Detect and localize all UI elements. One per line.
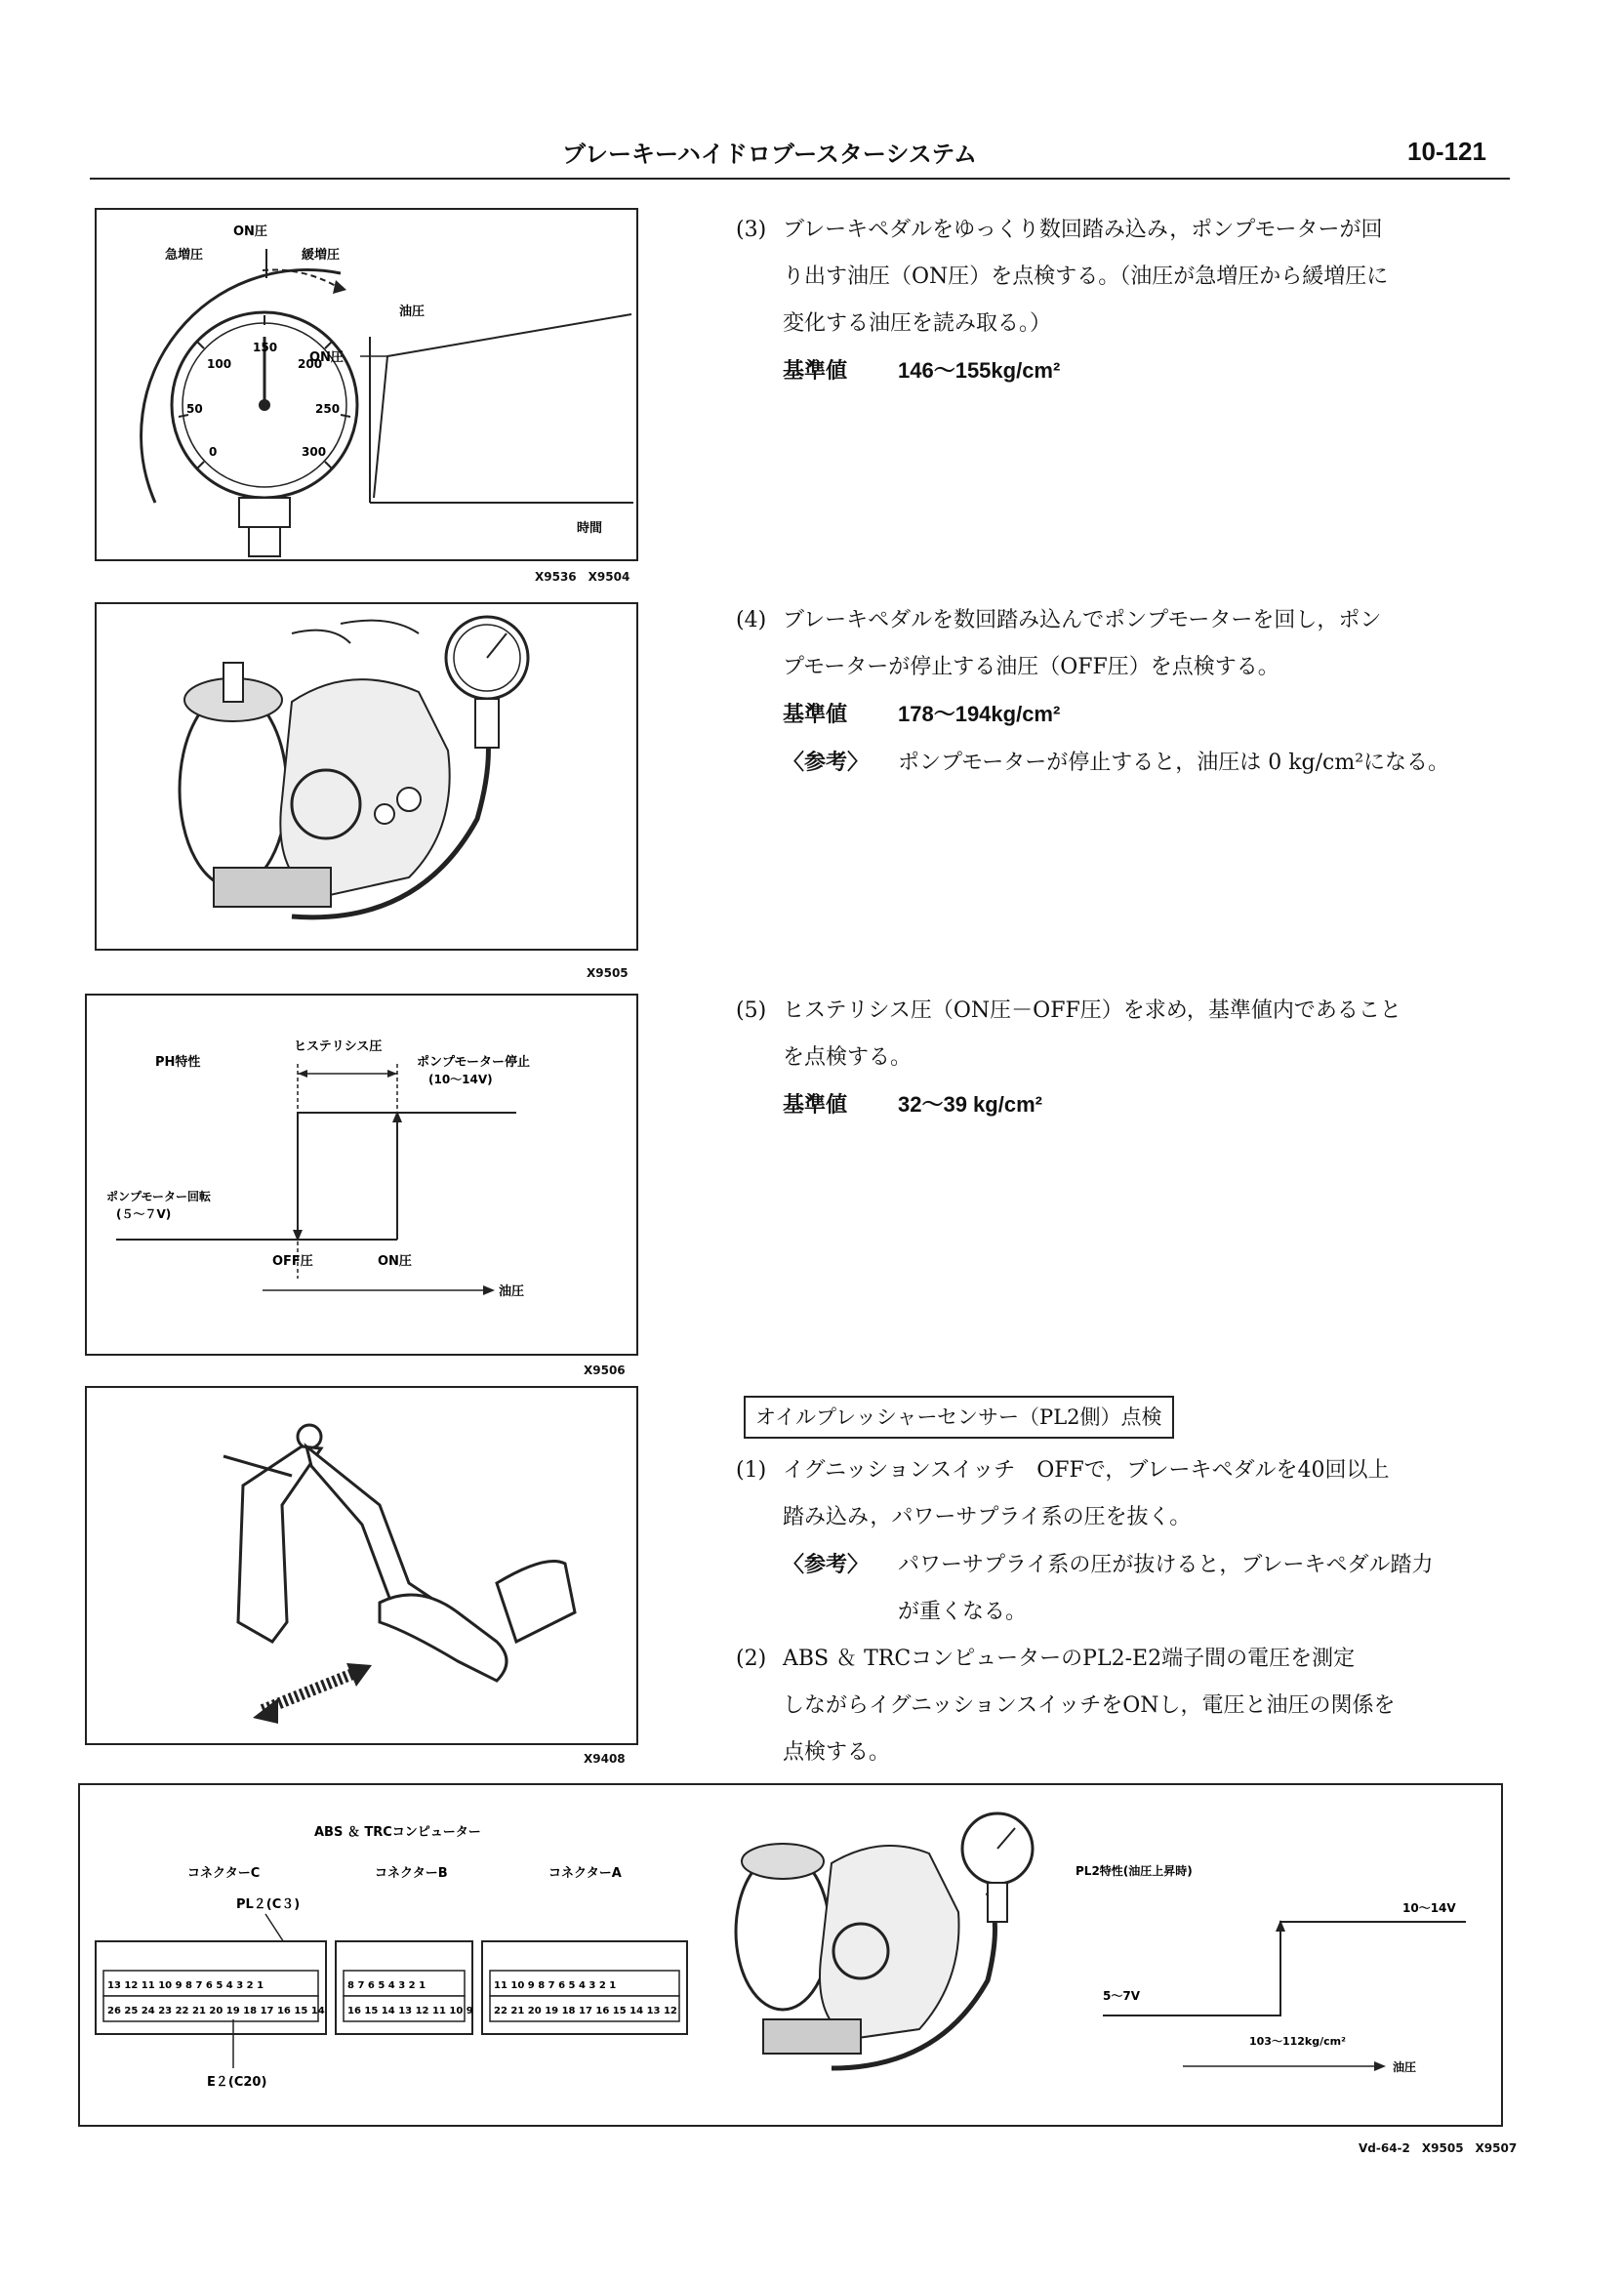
- figure-code: X9536 X9504: [535, 570, 630, 584]
- gauge-tick: 250: [315, 402, 341, 416]
- pump-rotate-voltage: (５〜７V): [116, 1207, 172, 1221]
- connector-c-label: コネクターC: [187, 1866, 261, 1881]
- step-text: 点検する。: [783, 1740, 891, 1765]
- ph-title: PH特性: [155, 1055, 201, 1070]
- connector-a-label: コネクターA: [548, 1866, 622, 1881]
- on-pressure-label: ON圧: [378, 1254, 412, 1269]
- computer-title: ABS ＆ TRCコンピューター: [314, 1825, 481, 1840]
- figure-pump-gauge: [95, 602, 638, 951]
- step-number: (1): [736, 1458, 767, 1483]
- rapid-increase-label: 急増圧: [165, 248, 204, 263]
- oil-pressure-axis: 油圧: [499, 1284, 525, 1299]
- brake-pedal-illustration: [87, 1388, 636, 1743]
- step-text: り出す油圧（ON圧）を点検する。（油圧が急増圧から緩増圧に: [783, 265, 1389, 289]
- ph-characteristic-diagram: [87, 996, 636, 1354]
- reference-text: ポンプモーターが停止すると，油圧は 0 kg/cm²になる。: [898, 751, 1450, 775]
- pl2-check-diagram: [80, 1785, 1501, 2125]
- header-rule: [90, 178, 1510, 180]
- gauge-tick: 0: [209, 445, 218, 459]
- pl2-characteristic-title: PL2特性(油圧上昇時): [1076, 1864, 1193, 1878]
- oil-pressure-axis: 油圧: [1393, 2060, 1417, 2074]
- section-title: オイルプレッシャーセンサー（PL2側）点検: [744, 1396, 1174, 1439]
- pump-stop-label: ポンプモーター停止: [417, 1055, 530, 1070]
- step-4: [736, 597, 1517, 787]
- page-header-title: ブレーキーハイドロブースターシステム: [562, 140, 978, 168]
- connector-a-pins-top: 11 10 9 8 7 6 5 4 3 2 1: [494, 1980, 617, 1991]
- e2-terminal-label: E２(C20): [207, 2075, 267, 2090]
- step-text: 変化する油圧を読み取る。）: [783, 311, 1052, 336]
- figure-gauge-on-pressure: [95, 208, 638, 561]
- step-text: ブレーキペダルをゆっくり数回踏み込み，ポンプモーターが回: [783, 218, 1383, 242]
- figure-ph-characteristic: [85, 994, 638, 1356]
- step-text: を点検する。: [783, 1045, 913, 1070]
- standard-label: 基準値: [783, 702, 848, 727]
- connector-b-label: コネクターB: [375, 1866, 448, 1881]
- hysteresis-label: ヒステリシス圧: [294, 1039, 383, 1054]
- pl2-terminal-label: PL２(C３): [236, 1897, 301, 1912]
- connector-c-pins-top: 13 12 11 10 9 8 7 6 5 4 3 2 1: [107, 1980, 264, 1991]
- standard-value: 178〜194kg/cm²: [898, 702, 1061, 726]
- figure-code: X9408: [584, 1752, 626, 1766]
- page-number: 10-121: [1407, 137, 1486, 166]
- time-axis: 時間: [577, 521, 603, 536]
- voltage-low-label: 5〜7V: [1103, 1989, 1140, 2003]
- gauge-tick: 50: [186, 402, 203, 416]
- gauge-tick: 300: [302, 445, 327, 459]
- connector-c-pins-bottom: 26 25 24 23 22 21 20 19 18 17 16 15 14: [107, 2006, 325, 2016]
- figure-code: X9506: [584, 1364, 626, 1377]
- reference-label: 〈参考〉: [783, 750, 870, 775]
- step-text: ヒステリシス圧（ON圧－OFF圧）を求め，基準値内であること: [783, 998, 1401, 1023]
- standard-label: 基準値: [783, 1092, 848, 1118]
- voltage-high-label: 10〜14V: [1402, 1901, 1456, 1915]
- slow-increase-label: 緩増圧: [302, 248, 341, 263]
- pressure-range-label: 103〜112kg/cm²: [1249, 2035, 1346, 2048]
- on-pressure-axis: ON圧: [309, 350, 344, 365]
- figure-code: X9505: [587, 966, 629, 980]
- figure-brake-pedal: [85, 1386, 638, 1745]
- gauge-tick: 200: [298, 357, 323, 371]
- gauge-diagram: [97, 210, 636, 559]
- step-number: (5): [736, 998, 767, 1023]
- step-number: (4): [736, 608, 767, 632]
- step-text: しながらイグニッションスイッチをONし，電圧と油圧の関係を: [783, 1693, 1396, 1718]
- step-5: [736, 988, 1517, 1129]
- on-pressure-label: ON圧: [233, 224, 267, 239]
- gauge-tick: 100: [207, 357, 232, 371]
- connector-b-pins-bottom: 16 15 14 13 12 11 10 9: [347, 2006, 473, 2016]
- section-steps: [736, 1447, 1517, 1776]
- step-number: (3): [736, 218, 767, 242]
- step-text: イグニッションスイッチ OFFで，ブレーキペダルを40回以上: [783, 1458, 1390, 1483]
- pump-stop-voltage: (10〜14V): [428, 1073, 493, 1086]
- off-pressure-label: OFF圧: [272, 1254, 313, 1269]
- pump-rotate-label: ポンプモーター回転: [106, 1190, 212, 1203]
- step-text: ブレーキペダルを数回踏み込んでポンプモーターを回し，ポン: [783, 608, 1382, 632]
- connector-a-pins-bottom: 22 21 20 19 18 17 16 15 14 13 12: [494, 2006, 677, 2016]
- reference-text: パワーサプライ系の圧が抜けると，ブレーキペダル踏力: [898, 1553, 1434, 1577]
- step-text: プモーターが停止する油圧（OFF圧）を点検する。: [783, 655, 1279, 679]
- pump-gauge-illustration: [97, 604, 636, 949]
- figure-code: Vd-64-2 X9505 X9507: [1359, 2141, 1518, 2155]
- gauge-tick: 150: [253, 341, 278, 354]
- standard-label: 基準値: [783, 358, 848, 384]
- standard-value: 32〜39 kg/cm²: [898, 1092, 1042, 1117]
- oil-pressure-axis: 油圧: [399, 305, 426, 319]
- step-text: ABS ＆ TRCコンピューターのPL2-E2端子間の電圧を測定: [783, 1647, 1356, 1671]
- step-number: (2): [736, 1647, 767, 1671]
- connector-b-pins-top: 8 7 6 5 4 3 2 1: [347, 1980, 426, 1991]
- reference-label: 〈参考〉: [783, 1552, 870, 1577]
- standard-value: 146〜155kg/cm²: [898, 358, 1061, 383]
- reference-text: が重くなる。: [898, 1600, 1028, 1624]
- figure-pl2-check: [78, 1783, 1503, 2127]
- step-3: [736, 207, 1517, 395]
- step-text: 踏み込み，パワーサプライ系の圧を抜く。: [783, 1505, 1192, 1529]
